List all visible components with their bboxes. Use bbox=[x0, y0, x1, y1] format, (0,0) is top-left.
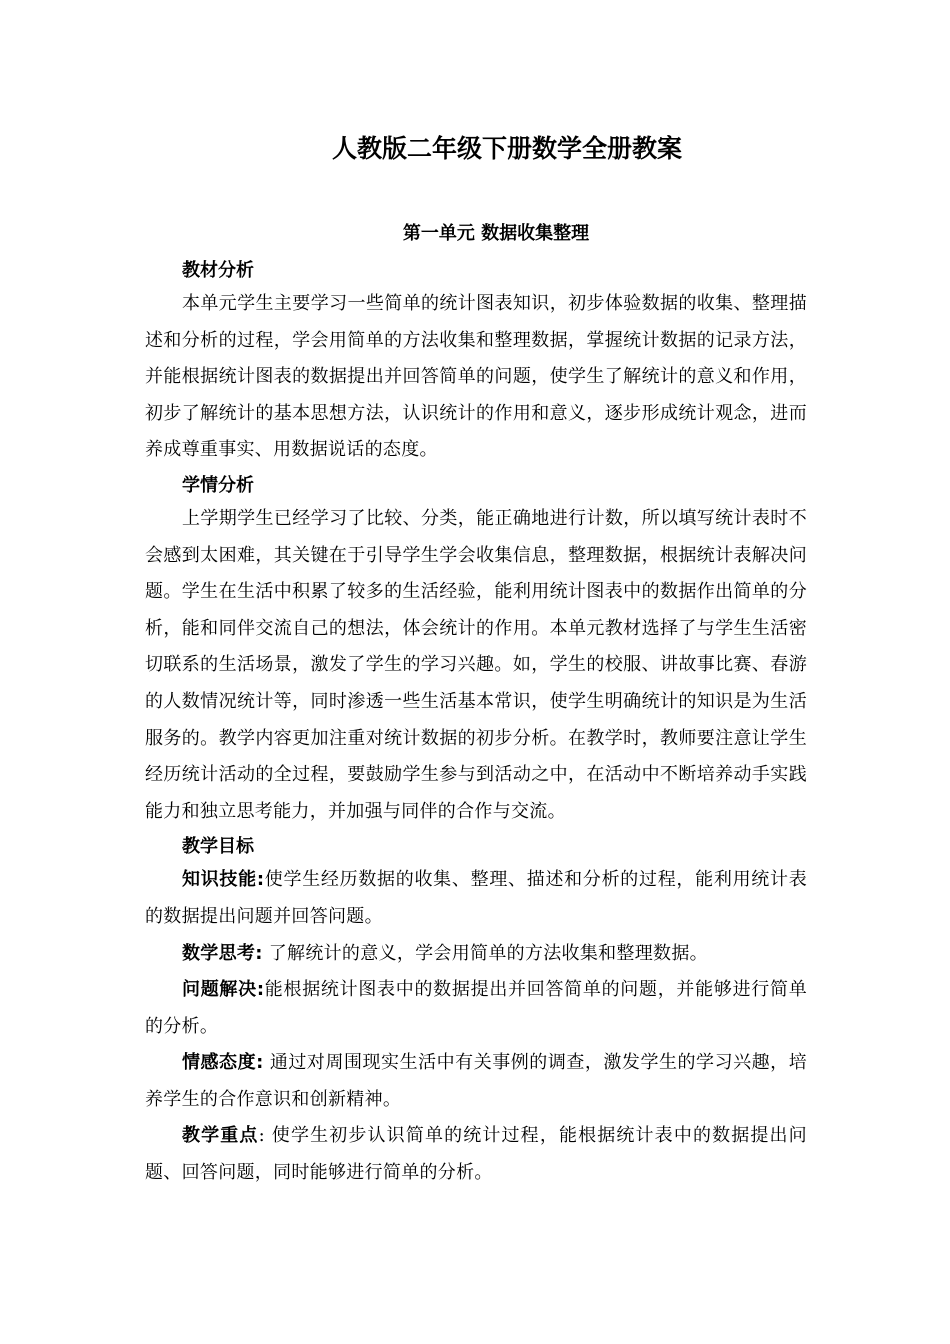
paragraph-student-analysis: 上学期学生已经学习了比较、分类，能正确地进行计数，所以填写统计表时不会感到太困难，其关键在于引导学生学会收集信息，整理数据，根据统计表解决问题。学生在生活中积累了较多的生活经验，能利用统计图表中的数据作出简单的分析，能和同伴交流自己的想法，体会统计的作用。本单元教材选择了与学生生活密切联系的生活场景，激发了学生的学习兴趣。如，学生的校服、讲故事比赛、春游的人数情况统计等，同时渗透一些生活基本常识，使学生明确统计的知识是为生活服务的。教学内容更加注重对统计数据的初步分析。在教学时，教师要注意让学生经历统计活动的全过程，要鼓励学生参与到活动之中，在活动中不断培养动手实践能力和独立思考能力，并加强与同伴的合作与交流。 bbox=[145, 507, 807, 822]
heading-material-analysis: 教材分析 bbox=[182, 260, 254, 281]
goal-label: 情感态度: bbox=[182, 1052, 264, 1074]
goal-text: 能根据统计图表中的数据提出并回答简单的问题，并能够进行简单的分析。 bbox=[145, 979, 808, 1037]
document-title: 人教版二年级下册数学全册教案 bbox=[331, 134, 682, 163]
heading-teaching-goals: 教学目标 bbox=[182, 836, 254, 858]
paragraph-material-analysis: 本单元学生主要学习一些简单的统计图表知识，初步体验数据的收集、整理描述和分析的过程，学会用简单的方法收集和整理数据，掌握统计数据的记录方法，并能根据统计图表的数据提出并回答简单的问题，使学生了解统计的意义和作用，初步了解统计的基本思想方法，认识统计的作用和意义，逐步形成统计观念，进而养成尊重事实、用数据说话的态度。 bbox=[145, 293, 807, 461]
goal-math-thinking bbox=[145, 936, 807, 973]
goal-knowledge-skills bbox=[145, 862, 807, 935]
heading-student-analysis: 学情分析 bbox=[182, 474, 254, 496]
goal-teaching-focus bbox=[145, 1118, 807, 1191]
goal-text: 了解统计的意义，学会用简单的方法收集和整理数据。 bbox=[262, 942, 708, 964]
unit-title: 第一单元 数据收集整理 bbox=[402, 223, 590, 244]
goal-label: 数学思考: bbox=[182, 942, 263, 964]
goal-problem-solving bbox=[145, 972, 807, 1045]
goal-emotional-attitude bbox=[145, 1045, 807, 1118]
document-body bbox=[145, 255, 807, 1192]
goal-text: 通过对周围现实生活中有关事例的调查，激发学生的学习兴趣，培养学生的合作意识和创新精神。 bbox=[145, 1052, 808, 1110]
goal-label: 知识技能: bbox=[182, 869, 265, 891]
goal-text: 使学生经历数据的收集、整理、描述和分析的过程，能利用统计表的数据提出问题并回答问题。 bbox=[145, 869, 808, 927]
goal-label: 问题解决: bbox=[182, 979, 265, 1001]
goal-text: : 使学生初步认识简单的统计过程，能根据统计表中的数据提出问题、回答问题，同时能够进行简单的分析。 bbox=[145, 1125, 807, 1184]
goal-label: 教学重点 bbox=[182, 1125, 259, 1147]
